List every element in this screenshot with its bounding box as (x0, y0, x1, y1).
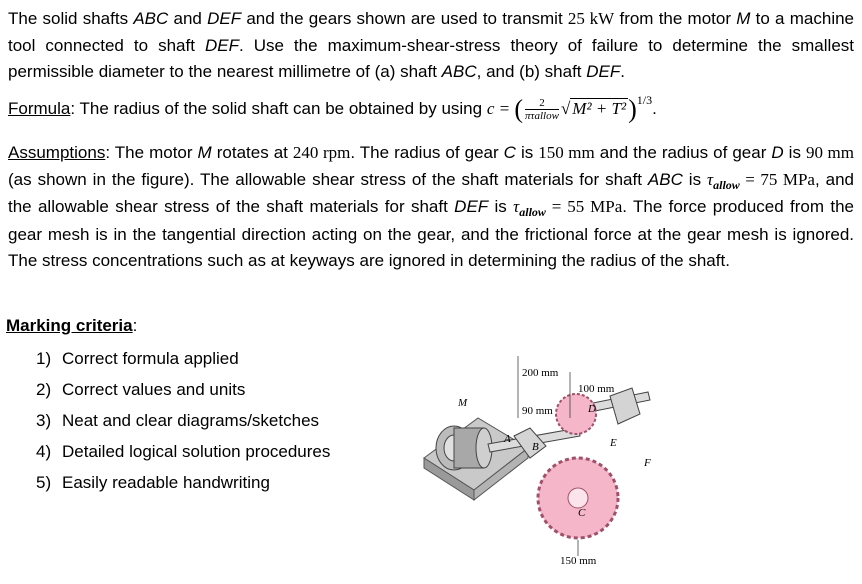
list-item: 3) Neat and clear diagrams/sketches (36, 411, 320, 430)
dim-200-label: 200 mm (522, 367, 559, 379)
label-d: D (588, 403, 596, 415)
list-item: 1) Correct formula applied (36, 349, 239, 368)
formula-line: Formula: The radius of the solid shaft can be obtained by using c = ( $\frac{2}{\text{πτallow}}$ √ M² + T²)$^{1/3}$. (8, 93, 657, 124)
bearing-e (610, 388, 640, 424)
assumptions-paragraph: Assumptions: The motor M rotates at 240 rpm. The radius of gear C is 150 mm and the radius of gear D is 90 mm (as shown in the figure). The allowable shear stress of the shaft materials for shaft ABC is $\tau_{allow} = 75$ MPa, and the allowable shear stress of the shaft materials for shaft DEF is $\tau_{allow} = 55$ MPa. The force produced from the gear mesh is in the tangential direction acting on the gear, and the frictional force at the gear mesh is ignored. The stress concentrations such as at keyways are ignored in determining the radius of the shaft. (8, 143, 855, 270)
label-a: A (504, 433, 511, 445)
formula-fraction: $\frac{2}{\text{πτallow}}$ (525, 97, 559, 123)
problem-statement: The solid shafts ABC and DEF and the gears shown are used to transmit 25 kW from the motor M to a machine tool connected to shaft DEF. Use the maximum-shear-stress theory of failure to determine the smallest permissible diameter to the nearest millimetre of (a) shaft ABC, and (b) shaft DEF. (8, 9, 855, 81)
list-item: 5) Easily readable handwriting (36, 473, 270, 492)
label-m: M (458, 397, 468, 409)
label-e: E (610, 437, 617, 449)
gear-shaft-figure (418, 348, 658, 578)
dim-100-label: 100 mm (578, 383, 615, 395)
list-item: 2) Correct values and units (36, 380, 246, 399)
dim-90-label: 90 mm (522, 405, 553, 417)
marking-criteria-list (36, 346, 330, 501)
label-f: F (644, 457, 651, 469)
gear-c-hub (568, 488, 588, 508)
marking-criteria-title: Marking criteria: (6, 316, 138, 335)
label-c: C (578, 507, 586, 519)
dim-150-label: 150 mm (560, 555, 597, 567)
list-item: 4) Detailed logical solution procedures (36, 442, 331, 461)
label-b: B (532, 441, 539, 453)
